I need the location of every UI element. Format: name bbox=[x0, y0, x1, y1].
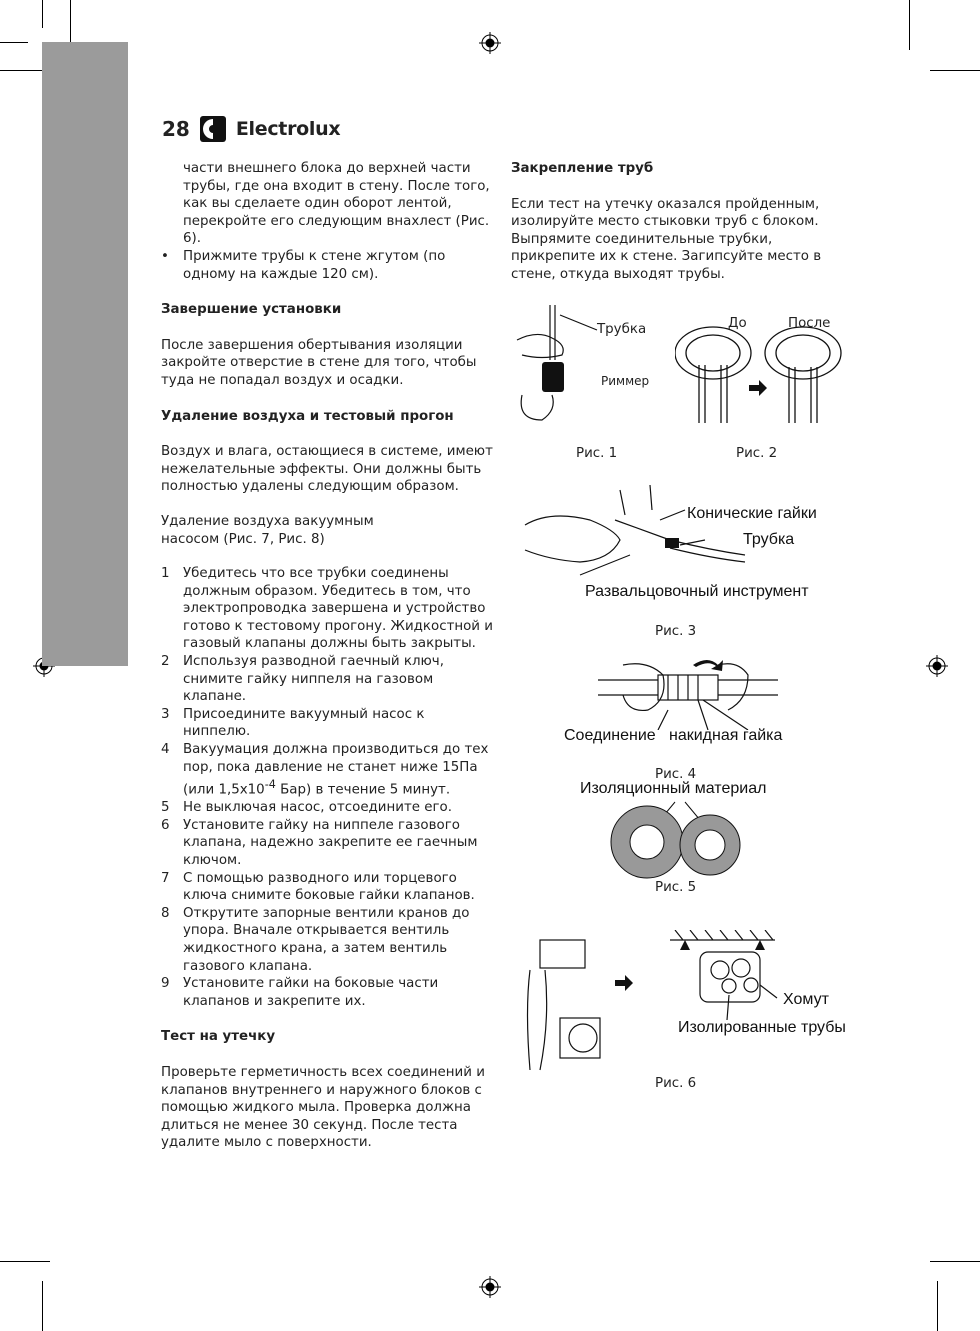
page-header bbox=[162, 116, 340, 142]
list-item bbox=[161, 799, 493, 817]
fig2-label-after: После bbox=[788, 316, 831, 331]
registration-mark-icon bbox=[926, 655, 948, 677]
fig5-caption: Рис. 5 bbox=[655, 880, 697, 895]
fig3-label-nuts: Конические гайки bbox=[687, 505, 817, 522]
list-item bbox=[161, 706, 493, 741]
step-number: 5 bbox=[161, 800, 170, 816]
fig4-label-nut: накидная гайка bbox=[669, 727, 783, 744]
step-text: Установите гайку на ниппеле газового клапана, надежно закрепите ее гаечным ключом. bbox=[183, 817, 478, 869]
list-item bbox=[161, 975, 493, 1010]
fig4-label-joint: Соединение bbox=[564, 727, 656, 744]
crop-mark bbox=[42, 0, 43, 28]
right-column bbox=[511, 160, 841, 301]
fig3-label-tool: Развальцовочный инструмент bbox=[585, 583, 809, 600]
step-number: 9 bbox=[161, 976, 170, 992]
list-item bbox=[161, 817, 493, 870]
crop-mark bbox=[909, 0, 910, 50]
step-text: Установите гайки на боковые части клапанов и закрепите их. bbox=[183, 976, 439, 1009]
paragraph: Проверьте герметичность всех соединений и клапанов внутреннего и наружного блоков с помощью жидкого мыла. Проверка должна длиться не менее 30 секунд. После теста удалите мыло с поверхности. bbox=[161, 1065, 485, 1151]
paragraph: Воздух и влага, остающиеся в системе, имеют нежелательные эффекты. Они должны быть полностью удалены следующим образом. bbox=[161, 444, 493, 495]
fig6-label-pipes: Изолированные трубы bbox=[678, 1019, 846, 1036]
paragraph: После завершения обертывания изоляции закройте отверстие в стене для того, чтобы туда не попадал воздух и осадки. bbox=[161, 337, 477, 388]
figure-1-reamer-illustration bbox=[512, 300, 602, 425]
figure-6-pipe-fixing-illustration bbox=[515, 930, 785, 1075]
registration-mark-icon bbox=[479, 1276, 501, 1298]
figure-3-flaring-tool-illustration bbox=[520, 480, 750, 580]
crop-mark bbox=[0, 42, 28, 43]
figure-5-insulation-illustration bbox=[605, 800, 745, 880]
crop-mark bbox=[937, 1281, 938, 1331]
fig2-caption: Рис. 2 bbox=[736, 446, 778, 461]
fig3-caption: Рис. 3 bbox=[655, 624, 697, 639]
list-item bbox=[161, 870, 493, 905]
crop-mark bbox=[42, 1281, 43, 1331]
fig1-label-tube: Трубка bbox=[597, 322, 647, 337]
step-number: 7 bbox=[161, 870, 170, 886]
step-text: Открутите запорные вентили кранов до упора. Вначале открывается вентиль жидкостного крана, а затем вентиль газового клапана. bbox=[183, 905, 470, 974]
fig3-label-tube: Трубка bbox=[743, 531, 795, 548]
step-text: Присоедините вакуумный насос к ниппелю. bbox=[183, 706, 425, 740]
crop-mark bbox=[930, 70, 980, 71]
step-text: Используя разводной гаечный ключ, снимите гайку ниппеля на газовом клапане. bbox=[183, 654, 444, 705]
list-item bbox=[161, 653, 493, 706]
fig1-caption: Рис. 1 bbox=[576, 446, 618, 461]
step-number: 2 bbox=[161, 654, 170, 670]
fig4-caption: Рис. 4 bbox=[655, 767, 697, 782]
step-number: 4 bbox=[161, 742, 170, 758]
figure-2-before-after-illustration bbox=[675, 325, 845, 425]
fig1-label-reamer: Риммер bbox=[601, 374, 650, 388]
crop-mark bbox=[930, 1261, 980, 1262]
brand-name: Electrolux bbox=[235, 118, 341, 140]
superscript: -4 bbox=[264, 778, 276, 792]
crop-mark bbox=[0, 1261, 50, 1262]
heading-air: Удаление воздуха и тестовый прогон bbox=[161, 408, 454, 424]
step-text: Вакуумация должна производиться до тех пор, пока давление не станет ниже 15Па (или 1,5x10 bbox=[183, 742, 489, 798]
fig6-caption: Рис. 6 bbox=[655, 1076, 697, 1091]
fig5-label-material: Изоляционный материал bbox=[580, 780, 767, 797]
heading-finish: Завершение установки bbox=[161, 302, 342, 318]
electrolux-logo-icon bbox=[200, 116, 226, 142]
step-text: Бар) в течение 5 минут. bbox=[275, 782, 451, 798]
bullet-item: • Прижмите трубы к стене жгутом (по одному на каждые 120 см). bbox=[161, 248, 493, 283]
fig6-label-clamp: Хомут bbox=[783, 991, 829, 1008]
fig2-label-before: До bbox=[728, 316, 747, 331]
paragraph: Если тест на утечку оказался пройденным, изолируйте место стыковки труб с блоком. Выпрямите соединительные трубки, прикрепите их к стене. Загипсуйте место в стене, откуда выходят трубы. bbox=[511, 196, 822, 282]
step-text: Не выключая насос, отсоедините его. bbox=[183, 800, 452, 816]
steps-list bbox=[161, 565, 493, 1010]
left-column bbox=[161, 160, 493, 1169]
list-item bbox=[161, 565, 493, 653]
step-number: 3 bbox=[161, 706, 170, 722]
registration-mark-icon bbox=[479, 32, 501, 54]
paragraph: части внешнего блока до верхней части трубы, где она входит в стену. После того, как вы сделаете один оборот лентой, перекройте его следующим внахлест (Рис. 6). bbox=[183, 161, 490, 247]
paragraph: Удаление воздуха вакуумным насосом (Рис. 7, Рис. 8) bbox=[161, 513, 374, 547]
figure-4-connection-illustration bbox=[598, 655, 778, 730]
step-text: Убедитесь что все трубки соединены должным образом. Убедитесь в том, что электропроводка завершена и устройство готово к тестовому прогону. Жидкостной и газовый клапаны должны быть закрыты. bbox=[183, 566, 493, 652]
step-text: С помощью разводного или торцевого ключа снимите боковые гайки клапанов. bbox=[183, 870, 475, 904]
step-number: 6 bbox=[161, 817, 170, 833]
list-item bbox=[161, 905, 493, 975]
list-item bbox=[161, 741, 493, 799]
step-number: 8 bbox=[161, 905, 170, 921]
side-tab bbox=[42, 42, 128, 666]
heading-leak: Тест на утечку bbox=[161, 1029, 276, 1045]
heading-fix: Закрепление труб bbox=[511, 161, 654, 176]
page-number: 28 bbox=[162, 117, 190, 141]
step-number: 1 bbox=[161, 566, 170, 582]
